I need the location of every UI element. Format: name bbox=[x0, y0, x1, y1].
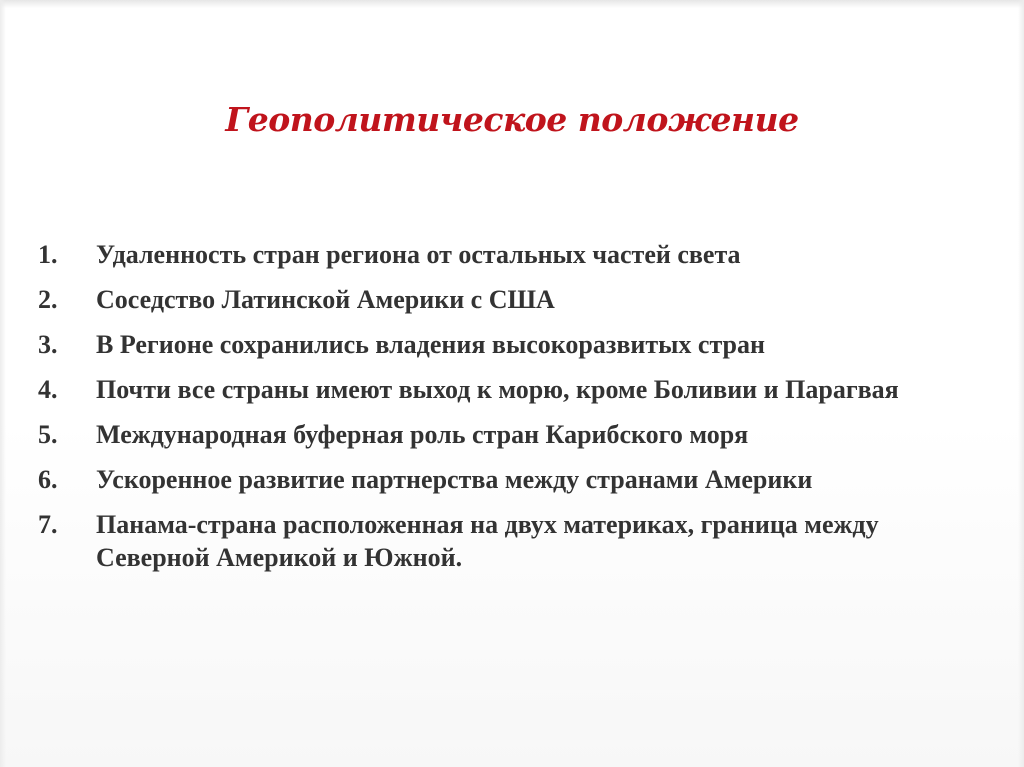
numbered-list bbox=[38, 238, 998, 586]
list-item-text: Удаленность стран региона от остальных частей света bbox=[96, 240, 741, 269]
list-item-number: 3. bbox=[38, 330, 58, 359]
list-item-text: Панама-страна расположенная на двух материках, граница между Северной Америкой и Южной. bbox=[96, 510, 892, 572]
list-item-number: 7. bbox=[38, 510, 58, 539]
list-item-number: 2. bbox=[38, 285, 58, 314]
list-item bbox=[38, 508, 998, 574]
list-item-number: 6. bbox=[38, 465, 58, 494]
list-item bbox=[38, 418, 998, 451]
list-item-number: 4. bbox=[38, 375, 58, 404]
list-item-text: Почти все страны имеют выход к морю, кроме Боливии и Парагвая bbox=[96, 375, 899, 404]
list-item bbox=[38, 283, 998, 316]
list-item-text: Соседство Латинской Америки с США bbox=[96, 285, 555, 314]
list-item-text: В Регионе сохранились владения высокоразвитых стран bbox=[96, 330, 765, 359]
list-item bbox=[38, 238, 998, 271]
list-item-number: 5. bbox=[38, 420, 58, 449]
slide-edge-shadow-top bbox=[0, 0, 1024, 8]
list-item bbox=[38, 463, 998, 496]
list-item bbox=[38, 328, 998, 361]
list-item-number: 1. bbox=[38, 240, 58, 269]
slide-title: Геополитическое положение bbox=[225, 100, 799, 139]
list-item-text: Международная буферная роль стран Карибского моря bbox=[96, 420, 749, 449]
list-item bbox=[38, 373, 998, 406]
list-item-text: Ускоренное развитие партнерства между странами Америки bbox=[96, 465, 813, 494]
